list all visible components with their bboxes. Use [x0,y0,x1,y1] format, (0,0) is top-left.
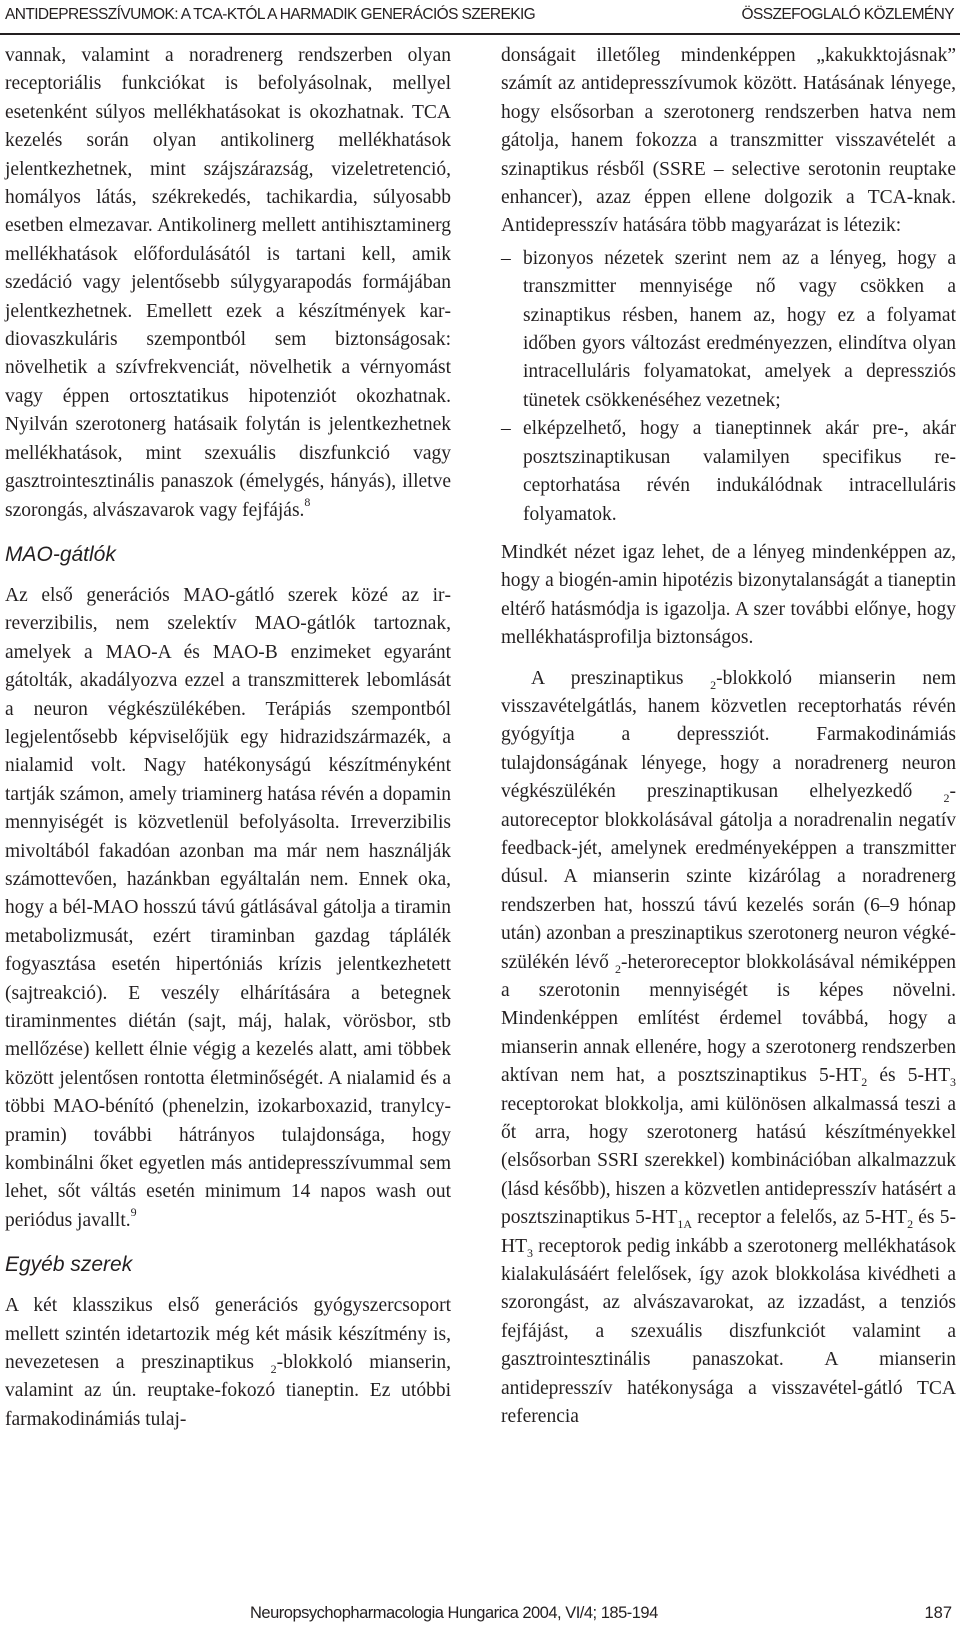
right-column [501,42,956,1432]
subscript: 2 [270,1361,277,1376]
running-header-title: ANTIDEPRESSZÍVUMOK: A TCA-KTÓL A HARMADIK GENERÁCIÓS SZEREKIG [5,6,536,23]
subscript: 2 [861,1075,868,1090]
paragraph-text: és 5-HT [867,1065,950,1087]
paragraph-text: -blokkoló mianserin nem visszavételgátlás, hanem közvetlen receptorhatás révén gyógyítja a depressziót. Farmakodinámiás tulajdonságának lényege, hogy a noradrenerg neuron végkészülékén preszinaptikusan elhelyezkedő [501,667,956,803]
page-number: 187 [924,1604,952,1622]
paragraph-text: A két klasszikus első generációs gyógyszercsoport mellett szintén idetartozik még két másik készítmény is, nevezetesen a preszinaptikus [5,1295,451,1374]
paragraph-text: Az első generációs MAO-gátló szerek közé az irreverzibilis, nem szelektív MAO-gátlók tartoznak, amelyek a MAO-A és MAO-B enzimeket egyaránt gátolták, akadályozva ezzel a transzmitterek lebomlását a neuron végkészülékében. Terápiás szempontból legjelentősebb képviselőjük egy hidrazidszármazék, a nialamid volt. Nagy hatékonyságú készítményként tartják számon, amely triaminerg hatása révén a dopamin mennyiségét is közvetlenül befolyásolta. Irreverzibilis mivoltából fakadóan azonban ma már nem használják számottevően, hazánkban egyáltalán nem. Ennek oka, hogy a bél-MAO hosszú távú gátlásával gátolja a tiramin metabolizmusát, ezért tiraminban gazdag táplálék fogyasztása esetén hipertóniás krízis jelentkezhetett (sajtreakció). E veszély elhárítására a betegnek tiraminmentes diétán (sajt, máj, halak, vörösbor, stb mellőzése) kellett élnie végig a kezelés alatt, ami többek között jelentősen rontotta életminőségét. A nialamid és a többi MAO-bénító (phenelzin, izokarboxazid, tranylcypramin) további hátrányos tulajdonsága, hogy kombinálni őket egyetlen más antidepresszívummal sem lehet, sőt váltás esetén minimum 14 napos wash out periódus javallt. [5,584,451,1231]
explanation-list [501,245,956,529]
subscript: 3 [950,1075,956,1090]
header-divider [0,33,960,35]
reference-marker: 9 [130,1205,137,1220]
paragraph-mao [5,582,451,1235]
paragraph-text: receptorokat blokkolja, ami különösen alkalmassá teszi a őt arra, hogy szerotonerg hatású készítményekkel (elsősorban SSRI szerekkel) kombinációban alkalmazzuk (lásd később), hiszen a közvetlen antidepresszív hatásért a posztszinaptikus 5-HT [501,1093,956,1229]
paragraph-text: receptor a felelős, az 5-HT [692,1207,908,1229]
list-item: – elképzelhető, hogy a tianeptinnek akár pre-, akár posztszinaptikusan valamilyen specifikus receptorhatása révén indukálódnak intracelluláris folyamatok. [501,415,956,529]
paragraph-other-drugs [5,1292,451,1434]
running-header-section: ÖSSZEFOGLALÓ KÖZLEMÉNY [741,6,954,23]
list-item: – bizonyos nézetek szerint nem az a lényeg, hogy a transzmitter mennyisége nő vagy csökken a szinaptikus résben, hanem az, hogy ez a folyamat időben gyors változást eredményezzen, elindítva olyan intracelluláris folyamatokat, amelyek a depressziós tünetek csökkenéséhez vezetnek; [501,245,956,415]
subscript: 1A [677,1217,693,1232]
paragraph-both-views: Mindkét nézet igaz lehet, de a lényeg mindenképpen az, hogy a biogén-amin hipotézis bizonytalanságát a tianeptin eltérő hatásmódja is igazolja. A szer további előnye, hogy mellékhatásprofilja biztonságos. [501,541,956,649]
section-heading-other: Egyéb szerek [5,1253,133,1277]
paragraph-mianserin [501,665,956,1432]
paragraph-text: -autoreceptor blokkolásával gátolja a noradrenalin negatív feedback-jét, amelynek eredményeképpen a transzmitter dúsul. A mianserin szinte kizárólag a noradrenerg rendszerben hat, hosszú távú kezelés során (6–9 hónap után) azonban a preszinaptikus szerotonerg neuron végkészülékén lévő [501,781,957,973]
paragraph-text: -heteroreceptor blokkolásával némiképpen a szerotonin mennyiségét is képes növelni. Mindenképpen említést érdemel továbbá, hogy a mianserin annak ellenére, hogy a szerotonerg rendszerben aktívan nem hat, a posztszinaptikus 5-HT [501,951,956,1087]
paragraph-text: és 5-HT [501,1207,956,1257]
paragraph-tca-side-effects [5,42,451,525]
subscript: 3 [527,1245,533,1260]
paragraph-text: vannak, valamint a noradrenerg rendszerben olyan receptoriális funkciókat is befolyásolnak, mellyel esetenként súlyos mellékhatásokat is okozhatnak. TCA kezelés során olyan antikolinerg mellékhatások jelentkezhetnek, mint szájszárazság, vizeletretenció, homályos látás, székrekedés, tachikardia, súlyosabb esetben elmezavar. Antikolinerg mellett antihisztaminerg mellékhatások előfordulásától is tartani kell, amik szedáció vagy jelentősebb súlygyarapodás formájában jelentkezhetnek. Emellett ezek a készítmények kardiovaszkuláris szempontból sem biztonságosak: növelhetik a szívfrekvenciát, növelhetik a vérnyomást vagy éppen ortosztatikus hipotenziót okozhatnak. Nyilván szerotonerg hatásaik folytán is jelentkezhetnek mellékhatások, mint szexuális diszfunkció vagy gasztrointesztinális panaszok (émelygés, hányás), illetve szorongás, alvászavarok vagy fejfájás. [5,45,451,521]
section-heading-mao: MAO-gátlók [5,542,116,566]
subscript: 2 [615,961,622,976]
subscript: 2 [943,791,950,806]
left-column [5,42,451,1434]
reference-marker: 8 [304,495,311,509]
paragraph-tianeptine: donságait illetőleg mindenképpen „kakukktojásnak” számít az antidepresszívumok között. Hatásának lényege, hogy elsősorban a szerotonerg rendszerben hatva nem gátolja, hanem fokozza a transzmitter visszavételét a szinaptikus résből (SSRE – selective serotonin reuptake enhancer), azaz éppen ellene dolgozik a TCA-knak. Antidepresszív hatására több magyarázat is létezik: [501,45,956,237]
subscript: 2 [907,1217,914,1232]
paragraph-text: receptorok pedig inkább a szerotonerg mellékhatások kialakulásáért felelősek, így azok blokkolása kivédheti a szorongást, az alvászavarokat, az izzadást, a tenziós fejfájást, a szexuális diszfunkciót valamint a gasztrointesztinális panaszokat. A mianserin antidepresszív hatékonysága a visszavétel-gátló TCA referencia [501,1235,956,1428]
footer-journal-citation: Neuropsychopharmacologia Hungarica 2004, VI/4; 185-194 [250,1604,658,1622]
paragraph-text: A preszinaptikus [531,667,684,689]
paragraph-text: -blokkoló mianserin, valamint az ún. reuptake-fokozó tianeptin. Ez utóbbi farmakodinámiás tulaj- [5,1352,451,1430]
subscript: 2 [710,677,717,692]
